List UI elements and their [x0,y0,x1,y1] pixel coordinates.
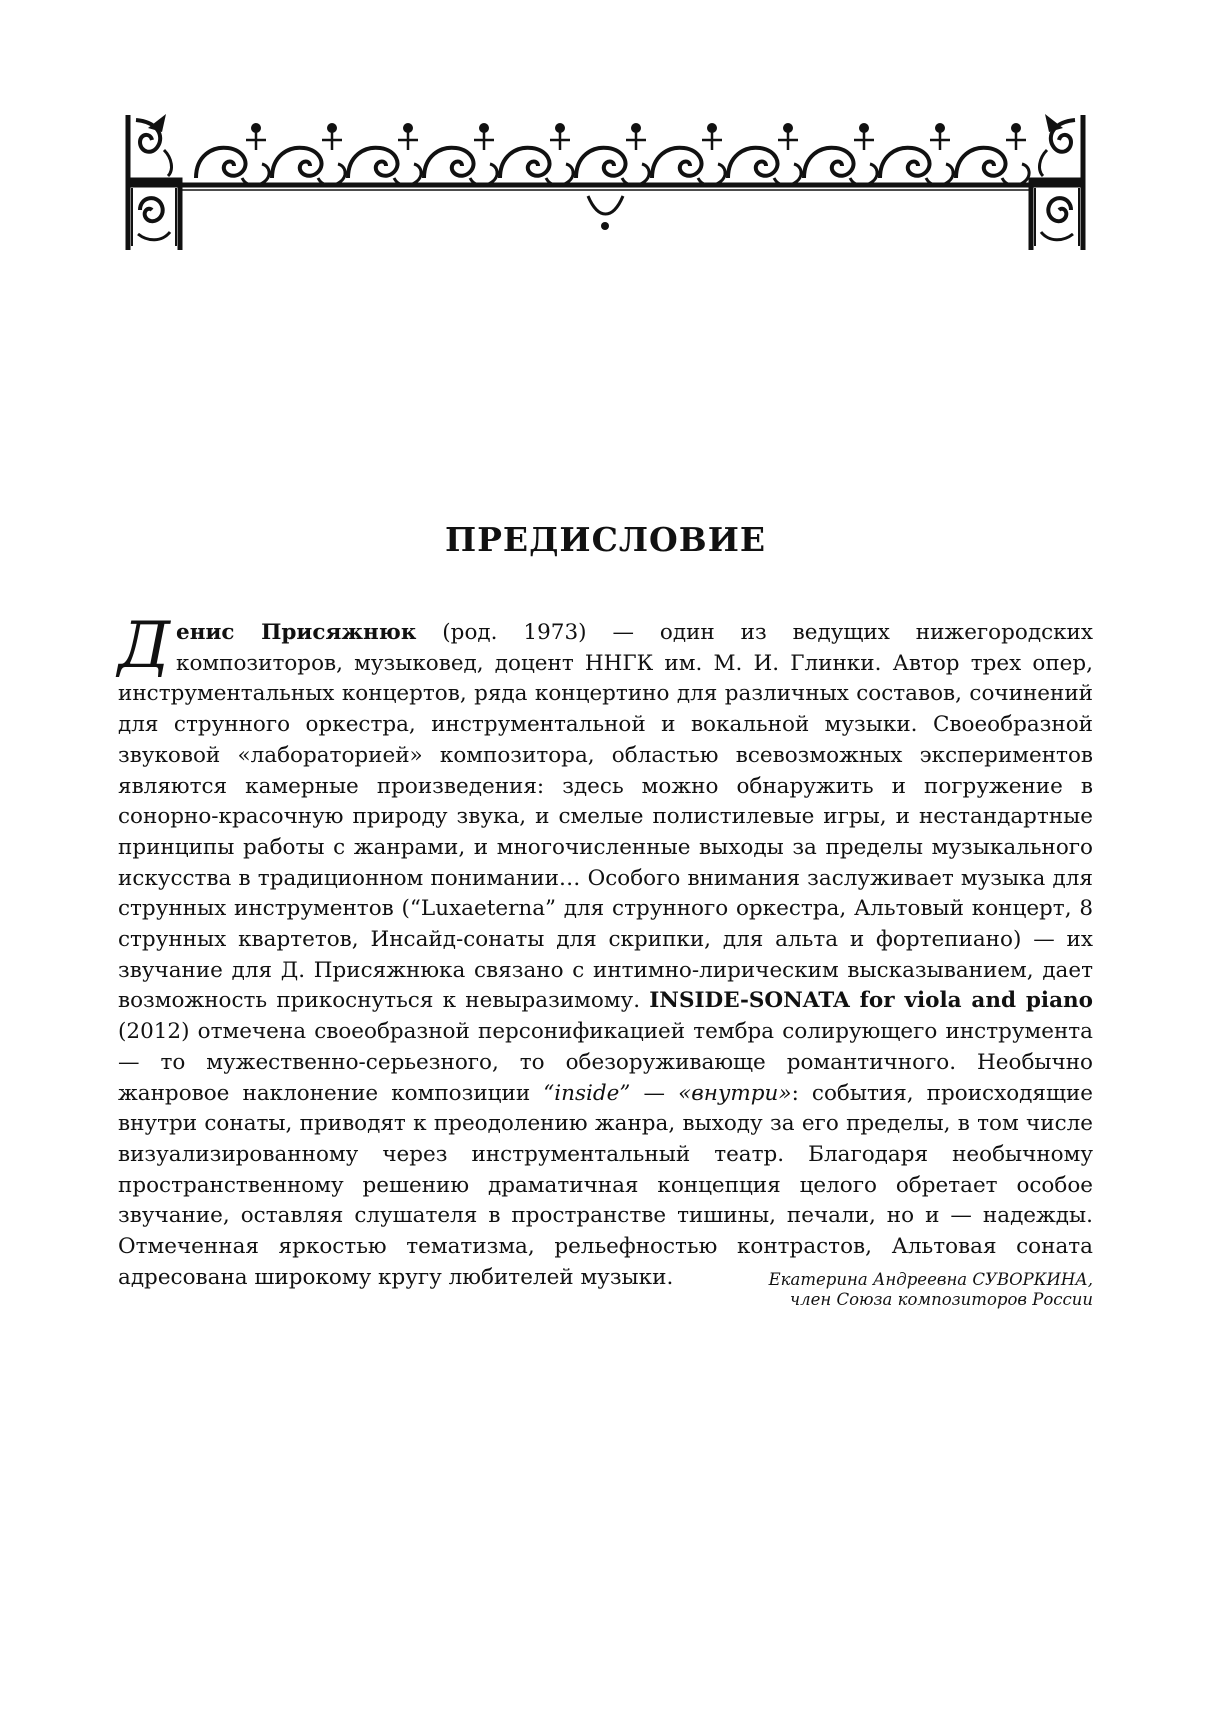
signature-name: Екатерина Андреевна СУВОРКИНА, [768,1270,1093,1289]
decorative-ornament-border [118,110,1093,260]
work-title: INSIDE-SONATA for viola and piano [649,988,1093,1014]
author-name: енис Присяжнюк [176,620,417,645]
preface-text-part4: : события, происходящие внутри сонаты, приводят к преодолению жанра, выходу за его пределы, в том числе визуализированному через инструментальный театр. Благодаря необычному пространственному решению драматичная концепция целого обретает особое звучание, оставляя слушателя в пространстве тишины, печали, но и — надежды. Отмеченная яркостью тематизма, рельефностью контрастов, Альтовая соната адресована широкому кругу любителей музыки. [118,1080,1094,1290]
drop-cap-letter: Д [118,609,171,683]
inside-translation: «внутри» [678,1080,792,1106]
preface-text-part2: (2012) отмечена своеобразной персонификацией тембра солирующего инструмента — то мужественно-серьезного, то обезоруживающе романтичного. Необычно жанровое наклонение композиции [118,1019,1093,1106]
preface-paragraph [118,609,1094,1293]
page-title: ПРЕДИСЛОВИЕ [444,520,767,559]
signature-block [769,1270,1093,1310]
inside-quote: “inside” [543,1080,631,1106]
signature-role: член Союза композиторов России [789,1290,1093,1309]
preface-text-part1: (род. 1973) — один из ведущих нижегородских композиторов, музыковед, доцент ННГК им. М. И. Глинки. Автор трех опер, инструментальных концертов, ряда концертино для различных составов, сочинений для струнного оркестра, инструментальной и вокальной музыки. Своеобразной звуковой «лабораторией» композитора, областью всевозможных экспериментов являются камерные произведения: здесь можно обнаружить и погружение в сонорно-красочную природу звука, и смелые полистилевые игры, и нестандартные принципы работы с жанрами, и многочисленные выходы за пределы музыкального искусства в традиционном понимании… Особого внимания заслуживает музыка для струнных инструментов (“Luxaeterna” для струнного оркестра, Альтовый концерт, 8 струнных квартетов, Инсайд-сонаты для скрипки, для альта и фортепиано) — их звучание для Д. Присяжнюка связано с интимно-лирическим высказыванием, дает возможность прикоснуться к невыразимому. [118,620,1094,1014]
preface-text-part3: — [630,1080,679,1106]
